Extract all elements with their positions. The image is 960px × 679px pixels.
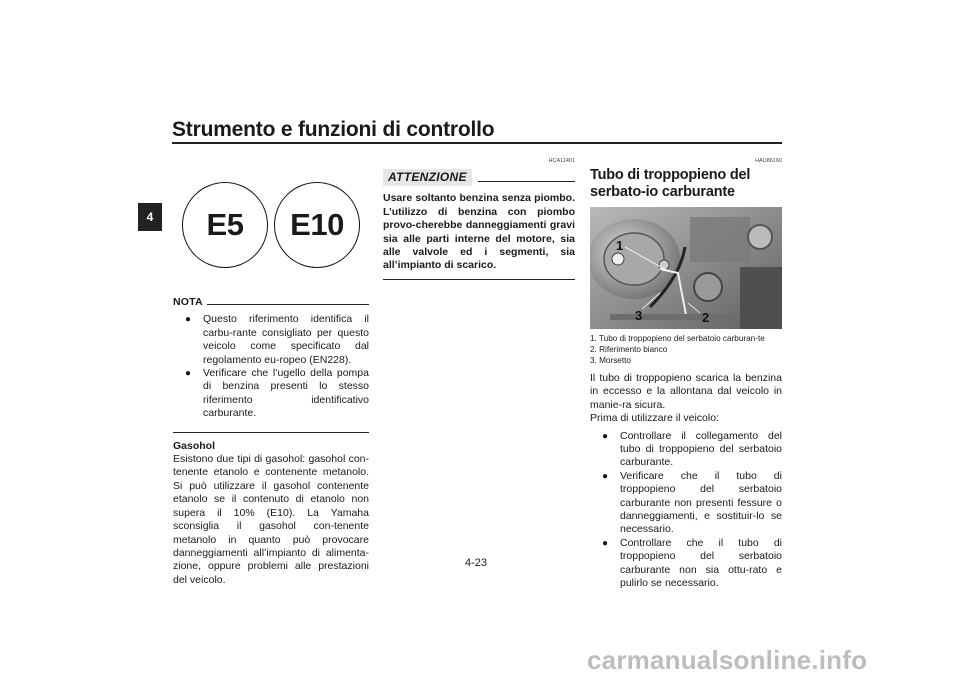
note-label: NOTA — [173, 296, 203, 308]
fuel-badges — [173, 182, 369, 272]
note-rule — [207, 304, 369, 305]
body-paragraph: Il tubo di troppopieno scarica la benzina in eccesso e la allontana dal veicolo in manie-ra sicura. — [590, 372, 782, 411]
callout-item: 1. Tubo di troppopieno del serbatoio carburan-te — [590, 334, 765, 343]
caution-text: Usare soltanto benzina senza piombo. L’utilizzo di benzina con piombo provo-cherebbe danneggiamenti gravi sia alle parti interne del motore, sia alle valvole ed i segmenti, sia all’impianto di scarico. — [383, 192, 575, 272]
photo-label-1: 1 — [616, 238, 624, 253]
callout-item: 3. Morsetto — [590, 356, 631, 365]
header-rule — [172, 142, 782, 144]
caution-header — [383, 169, 575, 186]
note-item: ● Verificare che l’ugello della pompa di benzina presenti lo stesso riferimento identificativo carburante. — [183, 367, 369, 421]
photo-label-2: 2 — [702, 310, 710, 325]
check-item: ● Verificare che il tubo di troppopieno del serbatoio carburante non presenti fessure o danneggiamenti, e sostituir-lo se necessario. — [600, 470, 782, 537]
check-list — [590, 430, 782, 591]
photo-callouts — [590, 333, 782, 366]
watermark-link[interactable]: carmanualsonline.info — [587, 645, 868, 675]
page-number: 4-23 — [465, 557, 488, 569]
fuel-badge-e10: E10 — [274, 182, 360, 268]
check-item: ● Controllare che il tubo di troppopieno del serbatoio carburante non sia ottu-rato e pulirlo se necessario. — [600, 537, 782, 591]
caution-end-rule — [383, 279, 575, 280]
photo-label-3: 3 — [635, 308, 643, 323]
column-middle — [383, 157, 575, 280]
page-title: Strumento e funzioni di controllo — [172, 118, 495, 141]
gasohol-text: Esistono due tipi di gasohol: gasohol con-tenente etanolo e contenente metanolo. Si può utilizzare il gasohol contenente etanolo se il contenuto di etanolo non supera il 10% (E10). La Yamaha sconsiglia il gasohol con-tenente metanolo in quanto può provocare danneggiamenti all’impianto di alimenta-zione, oppure problemi alle prestazioni del veicolo. — [173, 453, 369, 586]
callout-item: 2. Riferimento bianco — [590, 345, 668, 354]
note-list — [173, 313, 369, 420]
column-left — [173, 160, 369, 587]
gasohol-heading: Gasohol — [173, 439, 216, 452]
caution-label: ATTENZIONE — [383, 169, 472, 186]
engine-photo-illustration — [590, 207, 782, 329]
note-end-rule — [173, 432, 369, 433]
check-item: ● Controllare il collegamento del tubo di troppopieno del serbatoio carburante. — [600, 430, 782, 470]
caution-rule — [478, 181, 575, 182]
note-item: ● Questo riferimento identifica il carbu-rante consigliato per questo veicolo come specificato dal regolamento eu-ropeo (EN228). — [183, 313, 369, 367]
section-title: Tubo di troppopieno del serbato-io carburante — [590, 167, 751, 200]
chapter-tab: 4 — [138, 203, 162, 231]
doc-code: HCA11401 — [548, 158, 575, 164]
note-header — [173, 296, 369, 309]
body-paragraph: Prima di utilizzare il veicolo: — [590, 412, 719, 425]
fuel-badge-e5: E5 — [182, 182, 268, 268]
doc-code: HAU86160 — [755, 158, 782, 164]
column-right — [590, 157, 782, 591]
section-body — [590, 372, 782, 591]
engine-photo — [590, 207, 782, 329]
